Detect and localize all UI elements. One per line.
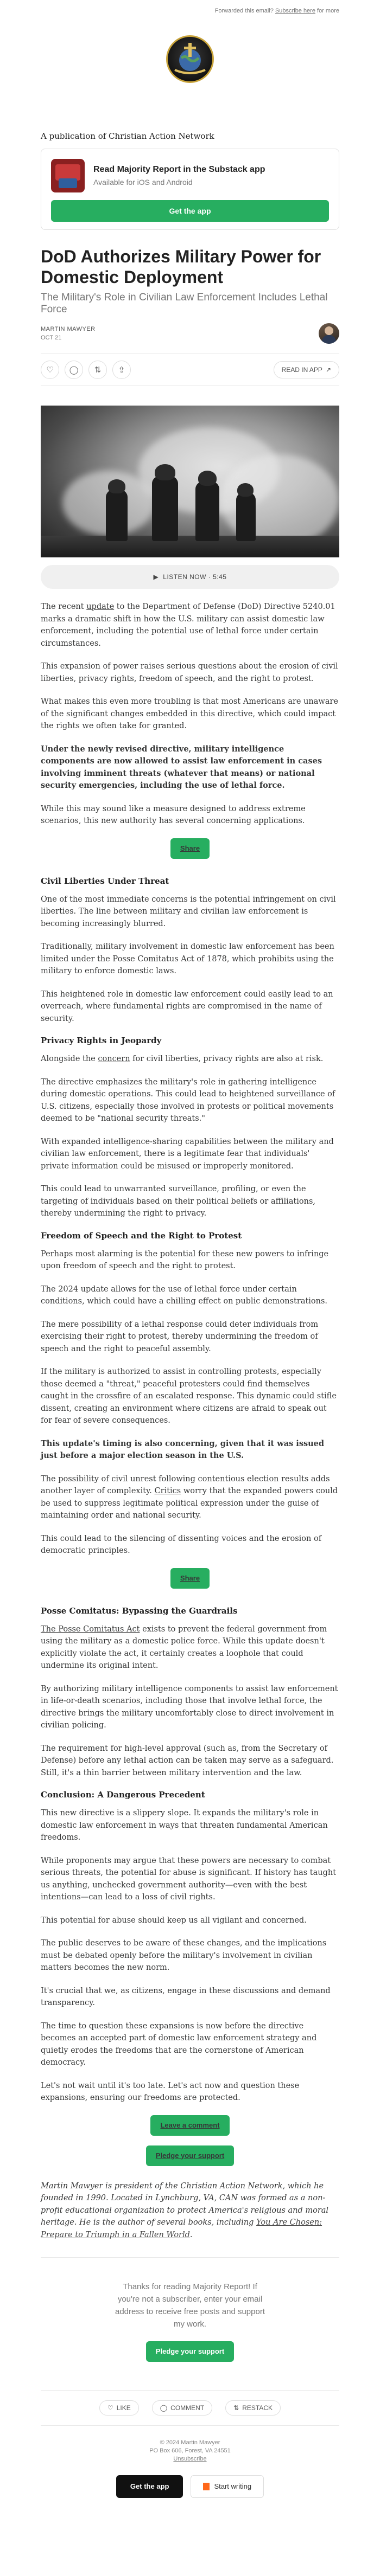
post-subtitle: The Military's Role in Civilian Law Enforcement Includes Lethal Force [41, 292, 328, 315]
paragraph: Let's not wait until it's too late. Let's act now and question these expansions, ensuring our freedoms are protected. [41, 2081, 300, 2102]
paragraph: If the military is authorized to assist in controlling protests, especially those deemed a "threat," peaceful protesters could find themselves caught in the crossfire of an escalated response. This dynamic could stifle dissent, creating an environment where citizens are afraid to speak out for fear of severe consequences. [41, 1367, 337, 1425]
footer [41, 2257, 339, 2498]
share-button[interactable] [112, 361, 131, 379]
paragraph: The directive emphasizes the military's role in gathering intelligence during domestic operations. This could lead to heightened surveillance of U.S. citizens, especially those involved in protests or political movements deemed to be "national security threats." [41, 1077, 335, 1123]
forwarded-text: Forwarded this email? [214, 8, 274, 14]
get-app-button[interactable]: Get the app [51, 200, 329, 222]
like-button[interactable] [41, 361, 59, 379]
legal-text [41, 2439, 339, 2463]
comment-button[interactable] [65, 361, 83, 379]
leave-comment-button[interactable]: Leave a comment [150, 2115, 229, 2136]
paragraph: Traditionally, military involvement in domestic law enforcement has been limited under the Posse Comitatus Act of 1878, which prohibits using the military to enforce domestic laws. [41, 942, 334, 975]
paragraph: Under the newly revised directive, military intelligence components are now allowed to assist law enforcement in cases involving imminent threats (whatever that means) or national security emergencies, including the use of lethal force. [41, 744, 322, 790]
thanks-message: Thanks for reading Majority Report! If you're not a subscriber, enter your email address to receive free posts and support my work. [115, 2282, 265, 2329]
paragraph: The recent update to the Department of Defense (DoD) Directive 5240.01 marks a dramatic shift in how the U.S. military can assist domestic law enforcement, including the potential use of lethal force under certain circumstances. [41, 602, 335, 648]
unsubscribe-link[interactable]: Unsubscribe [173, 2456, 207, 2462]
paragraph: This update's timing is also concerning, given that it was issued just before a major election season in the U.S. [41, 1438, 325, 1460]
footer-get-app-button[interactable]: Get the app [116, 2475, 183, 2498]
footer-pledge-button[interactable]: Pledge your support [146, 2341, 234, 2362]
paragraph: It's crucial that we, as citizens, engage in these discussions and demand transparency. [41, 1986, 331, 2007]
start-writing-button[interactable]: Start writing [191, 2475, 264, 2498]
bottom-actions-bar [41, 2390, 339, 2426]
paragraph: Alongside the concern for civil liberties, privacy rights are also at risk. [41, 1055, 324, 1063]
post-date: OCT 21 [41, 335, 62, 341]
paragraph: This could lead to unwarranted surveillance, profiling, or even the targeting of individuals based on their political beliefs or affiliations, thereby undermining the right to privacy. [41, 1185, 316, 1218]
paragraph: The mere possibility of a lethal response could deter individuals from exercising their right to protest, thereby undermining the freedom of speech and the right to peaceful assembly. [41, 1320, 319, 1353]
external-arrow-icon: ↗ [325, 366, 331, 374]
section-heading: Civil Liberties Under Threat [41, 876, 169, 886]
heart-icon: ♡ [107, 2404, 113, 2412]
paragraph: The requirement for high-level approval (such as, from the Secretary of Defense) before any lethal action can be taken may serve as a safeguard. Still, it's a thin barrier between military intervention and the law. [41, 1744, 334, 1777]
critics-link[interactable]: Critics [154, 1487, 181, 1495]
comment-icon: ◯ [160, 2404, 168, 2412]
paragraph: What makes this even more troubling is that most Americans are unaware of the significant changes embedded in this directive, which could impact the rights we often take for granted. [41, 697, 338, 730]
play-icon: ▶ [153, 573, 159, 581]
post-title[interactable]: DoD Authorizes Military Power for Domestic Deployment [41, 247, 321, 287]
author-name[interactable]: MARTIN MAWYER [41, 326, 96, 332]
restack-button[interactable] [88, 361, 107, 379]
post-actions-bar [41, 354, 339, 386]
paragraph: This could lead to the silencing of dissenting voices and the erosion of democratic principles. [41, 1534, 322, 1555]
comment-icon: ◯ [69, 365, 79, 375]
footer-comment-button[interactable]: ◯ COMMENT [152, 2400, 212, 2416]
forwarded-suffix: for more [317, 8, 339, 14]
section-heading: Posse Comitatus: Bypassing the Guardrails [41, 1605, 238, 1616]
forwarded-note [0, 0, 380, 18]
footer-like-button[interactable]: ♡ LIKE [99, 2400, 139, 2416]
heart-icon: ♡ [46, 365, 54, 375]
posse-comitatus-link[interactable]: The Posse Comitatus Act [41, 1624, 140, 1634]
listen-label: LISTEN NOW · 5:45 [163, 573, 227, 581]
paragraph: While this may sound like a measure designed to address extreme scenarios, this new authority has several concerning applications. [41, 804, 306, 825]
section-heading: Freedom of Speech and the Right to Protest [41, 1230, 242, 1241]
globe-cross-logo-icon [169, 38, 211, 80]
share-button-inline[interactable]: Share [170, 838, 210, 859]
app-promo-subtitle: Available for iOS and Android [93, 178, 193, 187]
paragraph: One of the most immediate concerns is the potential infringement on civil liberties. The line between military and civilian law enforcement is becoming increasingly blurred. [41, 895, 336, 928]
share-button-inline[interactable]: Share [170, 1568, 210, 1589]
section-heading: Privacy Rights in Jeopardy [41, 1036, 162, 1045]
publication-logo[interactable] [166, 35, 214, 83]
share-icon: ⇪ [118, 365, 125, 375]
paragraph: The time to question these expansions is now before the directive becomes an accepted part of domestic law enforcement strategy and quietly erodes the freedoms that are the cornerstone of American democracy. [41, 2021, 317, 2067]
paragraph: This potential for abuse should keep us all vigilant and concerned. [41, 1916, 307, 1925]
paragraph: The Posse Comitatus Act exists to prevent the federal government from using the military as a domestic police force. While this update doesn't explicitly violate the act, it certainly creates a loophole that could undermine its original intent. [41, 1624, 327, 1670]
paragraph: The possibility of civil unrest following contentious election results adds another layer of complexity. Critics worry that the expanded powers could be used to suppress legitimate political expression under the guise of maintaining order and national security. [41, 1474, 338, 1520]
read-in-app-button[interactable] [274, 361, 339, 378]
app-promo-title: Read Majority Report in the Substack app [93, 165, 265, 174]
listen-now-button[interactable] [41, 565, 339, 589]
paragraph: This new directive is a slippery slope. It expands the military's role in domestic law enforcement in ways that threaten fundamental American freedoms. [41, 1809, 328, 1842]
paragraph: The 2024 update allows for the use of lethal force under certain conditions, which could have a chilling effect on public demonstrations. [41, 1284, 328, 1306]
author-bio: Martin Mawyer is president of the Christian Action Network, which he founded in 1990. Located in Lynchburg, VA, CAN was formed as a non-profit educational organization to protect America's religious and moral heritage. He is the author of several books, including You Are Chosen: Prepare to Triumph in a Fallen World. [41, 2181, 329, 2239]
paragraph: This expansion of power raises serious questions about the erosion of civil liberties, privacy rights, freedom of speech, and the right to protest. [41, 662, 338, 683]
paragraph: Perhaps most alarming is the potential for these new powers to infringe upon freedom of speech and the right to protest. [41, 1249, 329, 1270]
paragraph: While proponents may argue that these powers are necessary to combat serious threats, the potential for abuse is significant. If history has taught us anything, unchecked government authority—even with the best intentions—can lead to a loss of civil rights. [41, 1856, 337, 1902]
paragraph: This heightened role in domestic law enforcement could easily lead to an overreach, where fundamental rights are compromised in the name of security. [41, 990, 333, 1023]
subscribe-link[interactable]: Subscribe here [275, 8, 315, 14]
hero-image[interactable] [41, 406, 339, 557]
section-heading: Conclusion: A Dangerous Precedent [41, 1790, 205, 1800]
paragraph: The public deserves to be aware of these changes, and the implications must be debated openly before the military's involvement in civilian matters becomes the new norm. [41, 1939, 327, 1972]
copyright: © 2024 Martin Mawyer [160, 2439, 220, 2446]
pledge-support-button[interactable]: Pledge your support [146, 2145, 234, 2166]
book-link[interactable]: You Are Chosen: Prepare to Triumph in a Fallen World [41, 2218, 322, 2239]
substack-icon [203, 2483, 210, 2490]
paragraph: With expanded intelligence-sharing capabilities between the military and civilian law enforcement, there is a legitimate fear that individuals' private information could be misused or improperly monitored. [41, 1137, 334, 1171]
post-body [41, 601, 339, 2241]
concern-link[interactable]: concern [98, 1055, 130, 1063]
read-in-app-label: READ IN APP [281, 366, 322, 374]
paragraph: By authorizing military intelligence components to assist law enforcement in life-or-death scenarios, including those that involve lethal force, the directive brings the military uncomfortably close to direct involvement in civilian policing. [41, 1684, 338, 1730]
author-avatar[interactable] [319, 323, 339, 344]
update-link[interactable]: update [86, 602, 115, 611]
footer-restack-button[interactable]: ⇅ RESTACK [225, 2400, 281, 2416]
address: PO Box 606, Forest, VA 24551 [149, 2447, 231, 2454]
publication-line: A publication of Christian Action Network [41, 131, 214, 141]
app-icon [51, 159, 85, 192]
restack-icon: ⇅ [94, 365, 102, 375]
restack-icon: ⇅ [233, 2404, 239, 2412]
app-promo-card [41, 149, 339, 230]
